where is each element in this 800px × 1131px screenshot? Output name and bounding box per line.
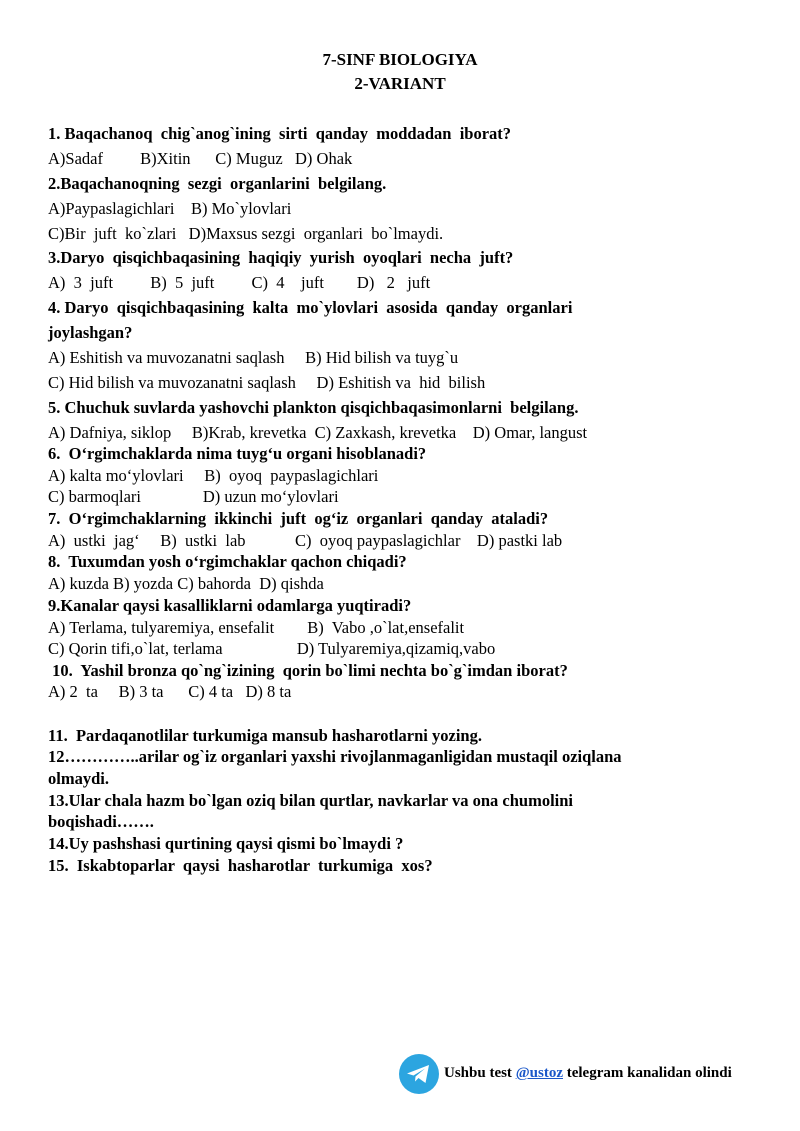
question-line: 8. Tuxumdan yosh o‘rgimchaklar qachon chiqadi? [48, 552, 407, 571]
question-line: 7. O‘rgimchaklarning ikkinchi juft og‘iz organlari qanday ataladi? [48, 509, 549, 528]
answer-line: C) Hid bilish va muvozanatni saqlash D) Eshitish va hid bilish [48, 373, 486, 392]
answer-line: A) ustki jag‘ B) ustki lab C) oyoq paypaslagichlar D) pastki lab [48, 531, 563, 550]
telegram-icon [398, 1053, 440, 1095]
answer-line: A) Dafniya, siklop B)Krab, krevetka C) Zaxkash, krevetka D) Omar, langust [48, 423, 588, 442]
page-title: 7-SINF BIOLOGIYA [322, 50, 478, 69]
question-line: 13.Ular chala hazm bo`lgan oziq bilan qurtlar, navkarlar va ona chumolini [48, 791, 574, 810]
question-line: 12…………..arilar og`iz organlari yaxshi rivojlanmaganligidan mustaqil oziqlana [48, 747, 622, 766]
answer-line: A) 3 juft B) 5 juft C) 4 juft D) 2 juft [48, 273, 431, 292]
question-line: 5. Chuchuk suvlarda yashovchi plankton qisqichbaqasimonlarni belgilang. [48, 398, 579, 417]
question-line: 6. O‘rgimchaklarda nima tuyg‘u organi hisoblanadi? [48, 444, 427, 463]
question-line: 3.Daryo qisqichbaqasining haqiqiy yurish oyoqlari necha juft? [48, 248, 514, 267]
answer-line: C)Bir juft ko`zlari D)Maxsus sezgi organlari bo`lmaydi. [48, 224, 444, 243]
question-line: boqishadi……. [48, 812, 154, 831]
page-subtitle: 2-VARIANT [354, 74, 446, 93]
answer-line: A) 2 ta B) 3 ta C) 4 ta D) 8 ta [48, 682, 292, 701]
question-line: 4. Daryo qisqichbaqasining kalta mo`ylovlari asosida qanday organlari [48, 298, 573, 317]
question-line: 14.Uy pashshasi qurtining qaysi qismi bo`lmaydi ? [48, 834, 404, 853]
question-line: 15. Iskabtoparlar qaysi hasharotlar turkumiga xos? [48, 856, 433, 875]
question-line: olmaydi. [48, 769, 109, 788]
footer-suffix: telegram kanalidan olindi [562, 1065, 732, 1081]
answer-line: C) Qorin tifi,o`lat, terlama D) Tulyaremiya,qizamiq,vabo [48, 639, 496, 658]
answer-line: A)Sadaf B)Xitin C) Muguz D) Ohak [48, 149, 353, 168]
answer-line: C) barmoqlari D) uzun mo‘ylovlari [48, 487, 339, 506]
question-line: 9.Kanalar qaysi kasalliklarni odamlarga yuqtiradi? [48, 596, 412, 615]
question-line: 11. Pardaqanotlilar turkumiga mansub hasharotlarni yozing. [48, 726, 482, 745]
question-line: 1. Baqachanoq chig`anog`ining sirti qanday moddadan iborat? [48, 124, 512, 143]
answer-line: A)Paypaslagichlari B) Mo`ylovlari [48, 199, 292, 218]
answer-line: A) Terlama, tulyaremiya, ensefalit B) Vabo ,o`lat,ensefalit [48, 618, 465, 637]
footer-text [444, 1065, 732, 1082]
answer-line: A) kalta mo‘ylovlari B) oyoq paypaslagichlari [48, 466, 379, 485]
question-line: 10. Yashil bronza qo`ng`izining qorin bo`limi nechta bo`g`imdan iborat? [48, 661, 568, 680]
channel-link[interactable]: @ustoz [515, 1065, 563, 1081]
answer-line: A) Eshitish va muvozanatni saqlash B) Hid bilish va tuyg`u [48, 348, 459, 367]
footer [398, 1053, 778, 1097]
footer-prefix: Ushbu test [444, 1065, 516, 1081]
answer-line: A) kuzda B) yozda C) bahorda D) qishda [48, 574, 324, 593]
question-line: joylashgan? [48, 323, 133, 342]
question-line: 2.Baqachanoqning sezgi organlarini belgilang. [48, 174, 387, 193]
